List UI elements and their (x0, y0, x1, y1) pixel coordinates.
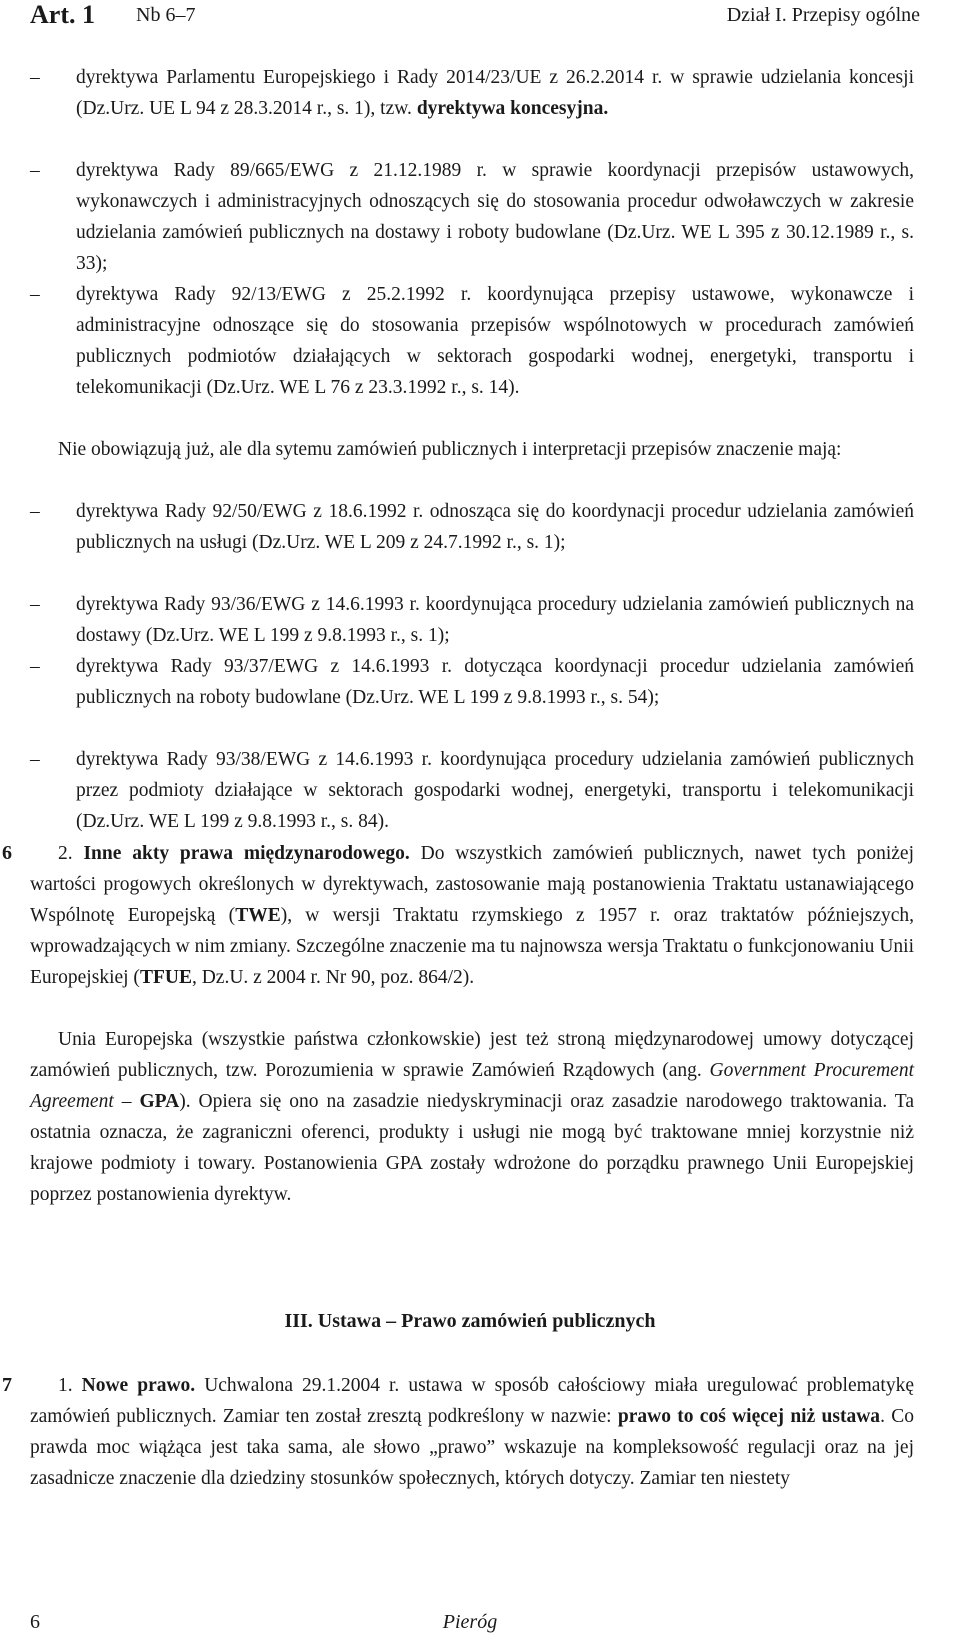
paragraph-heading: Nowe prawo. (81, 1375, 196, 1396)
abbreviation-tfue: TFUE (139, 967, 192, 988)
agreement-name: Government Procurement Agreement (30, 1060, 914, 1112)
paragraph-6 (30, 838, 914, 993)
list-item-text: dyrektywa Rady 92/50/EWG z 18.6.1992 r. odnosząca się do koordynacji procedur udzielania zamówień publicznych na usługi (Dz.Urz. WE L 209 z 24.7.1992 r., s. 1); (76, 501, 914, 553)
section-heading: III. Ustawa – Prawo zamówień publicznych (284, 1310, 656, 1332)
abbreviation-twe: TWE (235, 905, 281, 926)
list-item-text: dyrektywa Parlamentu Europejskiego i Rady 2014/23/UE z 26.2.2014 r. w sprawie udzielania koncesji (Dz.Urz. UE L 94 z 28.3.2014 r., s. 1), tzw. (76, 67, 914, 119)
list-item (76, 589, 914, 651)
margin-number: 6 (2, 842, 12, 864)
paragraph-text: Unia Europejska (wszystkie państwa członkowskie) jest też stroną międzynarodowej umowy dotyczącej zamówień publicznych, tzw. Porozumienia w sprawie Zamówień Rządowych (ang. (30, 1029, 914, 1081)
paragraph-text: Uchwalona 29.1.2004 r. ustawa w sposób całościowy miała uregulować problematykę zamówień publicznych. Zamiar ten został zresztą podkreślony w nazwie: (30, 1375, 914, 1427)
paragraph-gpa (30, 1024, 914, 1210)
list-item-text: dyrektywa Rady 93/38/EWG z 14.6.1993 r. koordynująca procedury udzielania zamówień publicznych przez podmioty działające w sektorach gospodarki wodnej, energetyki, transportu i telekomunikacji (Dz.Urz. WE L 199 z 9.8.1993 r., s. 84). (76, 749, 914, 832)
paragraph-text: . Co prawda moc wiążąca jest taka sama, ale słowo „prawo” wskazuje na kompleksowość regulacji oraz na jej zasadnicze znaczenie dla dziedziny stosunków społecznych, których dotyczy. Zamiar ten niestety (30, 1406, 914, 1489)
paragraph-text: ), w wersji Traktatu rzymskiego z 1957 r. oraz traktatów późniejszych, wprowadzających w nim zmiany. Szczególne znaczenie ma tu najnowsza wersja Traktatu o funkcjonowaniu Unii Europejskiej ( (30, 905, 915, 988)
list-dash: – (30, 284, 40, 305)
list-item-bold: dyrektywa koncesyjna. (416, 98, 609, 119)
list-item (76, 155, 914, 279)
paragraph-number: 1. (58, 1375, 82, 1396)
paragraph-text: Do wszystkich zamówień publicznych, nawet tych poniżej wartości progowych określonych w dyrektywach, zastosowanie mają postanowienia Traktatu ustanawiającego Wspólnotę Europejską ( (30, 843, 915, 926)
margin-number-range: Nb 6–7 (136, 4, 196, 26)
list-item-text: dyrektywa Rady 89/665/EWG z 21.12.1989 r. w sprawie koordynacji przepisów ustawowych, wykonawczych i administracyjnych odnoszących się do stosowania procedur odwoławczych w zakresie udzielania zamówień publicznych na dostawy i roboty budowlane (Dz.Urz. WE L 395 z 30.12.1989 r., s. 33); (76, 160, 914, 274)
paragraph-text: , Dz.U. z 2004 r. Nr 90, poz. 864/2). (191, 967, 475, 988)
list-item-text: dyrektywa Rady 92/13/EWG z 25.2.1992 r. koordynująca przepisy ustawowe, wykonawcze i administracyjne odnoszące się do stosowania przepisów wspólnotowych w procedurach zamówień publicznych podmiotów działających w sektorach gospodarki wodnej, energetyki, transportu i telekomunikacji (Dz.Urz. WE L 76 z 23.3.1992 r., s. 14). (76, 284, 914, 398)
emphasis-phrase: prawo to coś więcej niż ustawa (617, 1406, 881, 1427)
list-item-text: dyrektywa Rady 93/36/EWG z 14.6.1993 r. koordynująca procedury udzielania zamówień publicznych na dostawy (Dz.Urz. WE L 199 z 9.8.1993 r., s. 1); (76, 594, 914, 646)
paragraph-7 (30, 1370, 914, 1494)
list-dash: – (30, 160, 40, 181)
list-item (76, 496, 914, 558)
abbreviation-gpa: GPA (139, 1091, 180, 1112)
paragraph-intro: Nie obowiązują już, ale dla sytemu zamówień publicznych i interpretacji przepisów znaczenie mają: (58, 439, 842, 460)
author-name: Pieróg (442, 1611, 498, 1633)
list-item (76, 744, 914, 837)
article-label: Art. 1 (30, 0, 95, 29)
running-header (30, 0, 920, 40)
list-item (76, 62, 914, 124)
list-dash: – (30, 594, 40, 615)
list-dash: – (30, 67, 40, 88)
division-title: Dział I. Przepisy ogólne (726, 4, 920, 26)
page-number: 6 (30, 1611, 40, 1633)
paragraph-heading: Inne akty prawa międzynarodowego. (83, 843, 410, 864)
list-item-text: dyrektywa Rady 93/37/EWG z 14.6.1993 r. dotycząca koordynacji procedur udzielania zamówień publicznych na roboty budowlane (Dz.Urz. WE L 199 z 9.8.1993 r., s. 54); (76, 656, 914, 708)
paragraph-text: – (113, 1091, 140, 1112)
list-item (76, 651, 914, 713)
list-dash: – (30, 656, 40, 677)
margin-number: 7 (2, 1374, 12, 1396)
list-dash: – (30, 501, 40, 522)
paragraph-number: 2. (58, 843, 84, 864)
list-dash: – (30, 749, 40, 770)
paragraph-text: ). Opiera się ono na zasadzie niedyskryminacji oraz zasadzie narodowego traktowania. Ta ostatnia oznacza, że zagraniczni oferenci, produkty i usługi nie mogą być traktowane mniej korzystnie niż krajowe podmioty i towary. Postanowienia GPA zostały wdrożone do porządku prawnego Unii Europejskiej poprzez postanowienia dyrektyw. (30, 1091, 914, 1205)
list-item (76, 279, 914, 403)
